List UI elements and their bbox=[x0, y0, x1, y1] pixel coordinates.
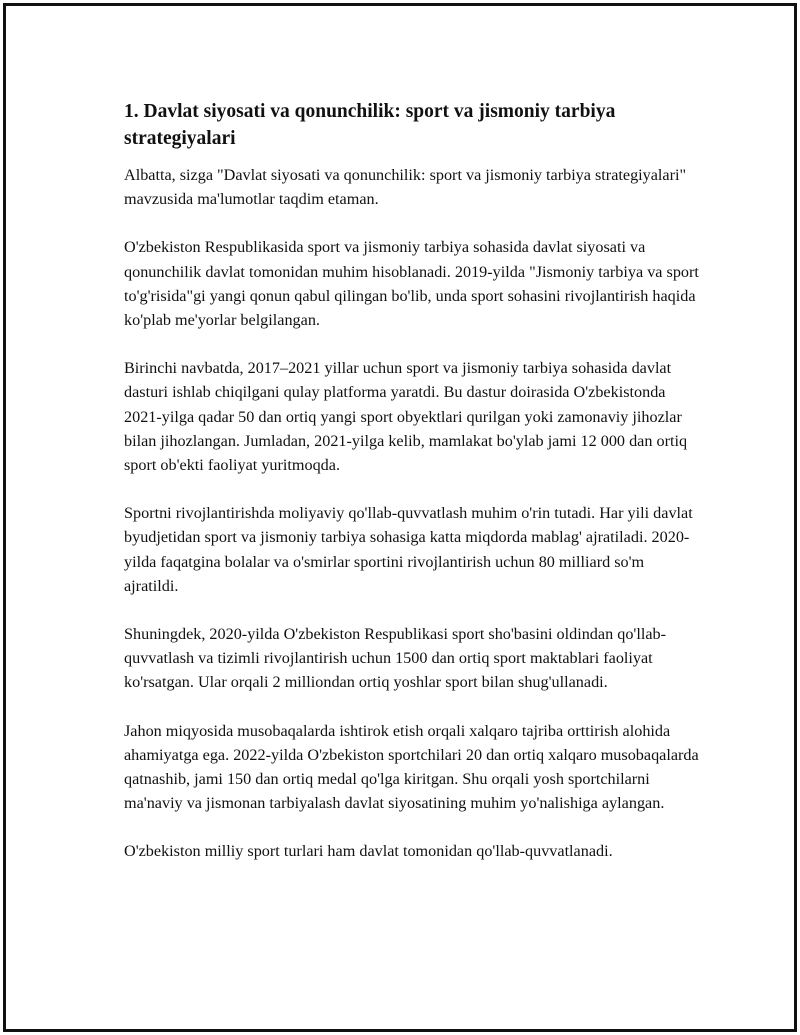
paragraph-law: O'zbekiston Respublikasida sport va jismoniy tarbiya sohasida davlat siyosati va qonunchilik davlat tomonidan muhim hisoblanadi. 2019-yilda "Jismoniy tarbiya va sport to'g'risida"gi yangi qonun qabul qilingan bo'lib, unda sport sohasini rivojlantirish haqida ko'plab me'yorlar belgilangan. bbox=[124, 238, 699, 330]
page-frame bbox=[3, 3, 797, 1032]
paragraph-financing: Sportni rivojlantirishda moliyaviy qo'llab-quvvatlash muhim o'rin tutadi. Har yili davlat byudjetidan sport va jismoniy tarbiya sohasiga katta miqdorda mablag' ajratiladi. 2020-yilda faqatgina bolalar va o'smirlar sportini rivojlantirish uchun 80 milliard so'm ajratildi. bbox=[124, 504, 693, 595]
paragraph-sport-schools: Shuningdek, 2020-yilda O'zbekiston Respublikasi sport sho'basini oldindan qo'llab-quvvatlash va tizimli rivojlantirish uchun 1500 dan ortiq sport maktablari faoliyat ko'rsatgan. Ular orqali 2 milliondan ortiq yoshlar sport bilan shug'ullanadi. bbox=[124, 625, 666, 692]
paragraph-intro: Albatta, sizga "Davlat siyosati va qonunchilik: sport va jismoniy tarbiya strategiyalari" mavzusida ma'lumotlar taqdim etaman. bbox=[124, 166, 687, 209]
document-body bbox=[124, 98, 699, 888]
paragraph-international: Jahon miqyosida musobaqalarda ishtirok etish orqali xalqaro tajriba orttirish alohida ahamiyatga ega. 2022-yilda O'zbekiston sportchilari 20 dan ortiq xalqaro musobaqalarda qatnashib, jami 150 dan ortiq medal qo'lga kiritgan. Shu orqali yosh sportchilarni ma'naviy va jismonan tarbiyalash davlat siyosatining muhim yo'nalishiga aylangan. bbox=[124, 721, 699, 813]
section-heading: 1. Davlat siyosati va qonunchilik: sport va jismoniy tarbiya strategiyalari bbox=[124, 101, 616, 149]
paragraph-state-program: Birinchi navbatda, 2017–2021 yillar uchun sport va jismoniy tarbiya sohasida davlat dasturi ishlab chiqilgani qulay platforma yaratdi. Bu dastur doirasida O'zbekistonda 2021-yilga qadar 50 dan ortiq yangi sport obyektlari qurilgan yoki zamonaviy jihozlar bilan jihozlangan. Jumladan, 2021-yilga kelib, mamlakat bo'ylab jami 12 000 dan ortiq sport ob'ekti faoliyat yuritmoqda. bbox=[124, 359, 688, 475]
paragraph-national-sports: O'zbekiston milliy sport turlari ham davlat tomonidan qo'llab-quvvatlanadi. bbox=[124, 842, 613, 861]
